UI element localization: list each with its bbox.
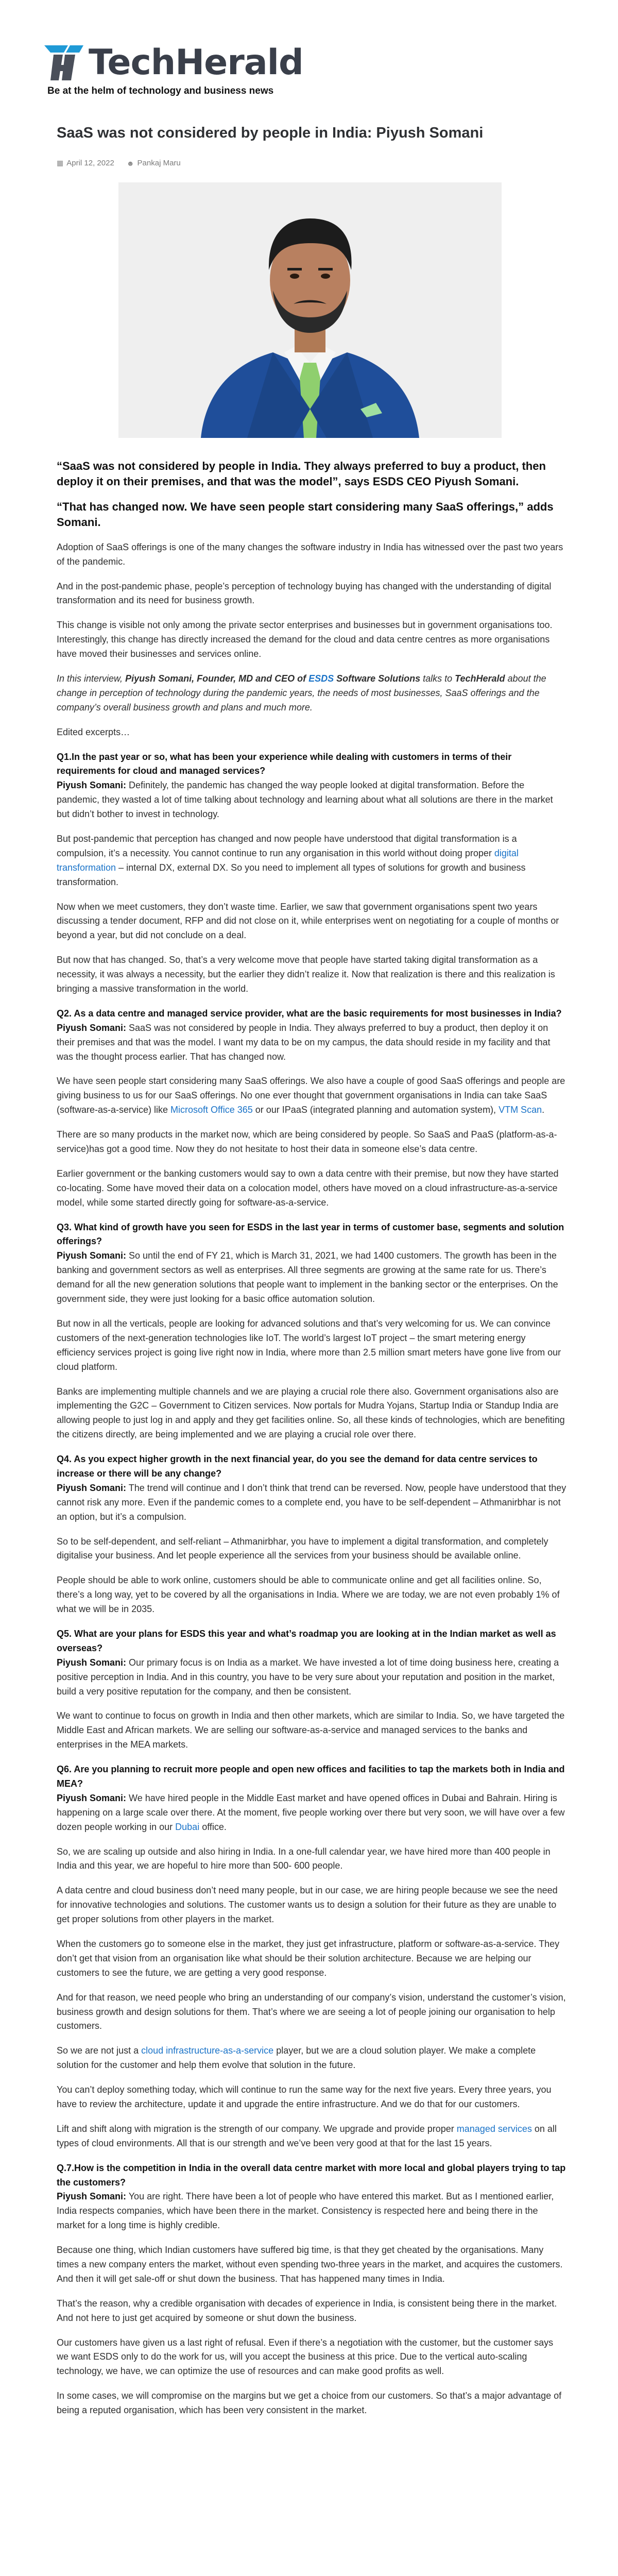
question-1: Q1.In the past year or so, what has been your experience while dealing with customers in terms of their requirements for cloud and managed services? xyxy=(57,751,512,776)
hero-image xyxy=(118,182,502,438)
paragraph: Now when we meet customers, they don’t waste time. Earlier, we saw that government organisations spent two years discussing a tender document, RFP and did not close on it, while enterprises went on negotiating for a couple of months or beyond a year, but did not conclude on a deal. xyxy=(57,901,559,941)
paragraph xyxy=(57,2044,566,2073)
question-5: Q5. What are your plans for ESDS this year and what’s roadmap you are looking at in the Indian market as well as overseas? xyxy=(57,1628,556,1653)
question-block xyxy=(57,1221,566,1307)
question-block xyxy=(57,750,566,822)
question-block xyxy=(57,1007,566,1064)
intro-text: talks to xyxy=(420,673,455,684)
answer-text: The trend will continue and I don’t think that trend can be reversed. Now, people have understood that they cannot risk any more. Even if the pandemic comes to a complete end, you have to be self-dependent – Athmanirbhar is not an option, but it’s a compulsion. xyxy=(57,1482,566,1522)
paragraph-text: player, but we are a cloud solution player. We make a complete solution for the customer and help them evolve that solution in the future. xyxy=(57,2045,536,2071)
intro-name: Piyush Somani, Founder, MD and CEO of xyxy=(125,673,309,684)
paragraph: So to be self-dependent, and self-reliant – Athmanirbhar, you have to implement a digital transformation, and completely digitalise your business. And let people experience all the services from your business should be available online. xyxy=(57,1536,548,1561)
vtm-scan-link[interactable]: VTM Scan xyxy=(499,1105,542,1115)
edited-excerpts: Edited excerpts… xyxy=(57,726,130,737)
dubai-link[interactable]: Dubai xyxy=(175,1821,200,1832)
article-author[interactable] xyxy=(127,159,181,167)
speaker-name: Piyush Somani: xyxy=(57,2191,127,2202)
paragraph: But now in all the verticals, people are looking for advanced solutions and that’s very welcoming for us. We can convince customers of the next-generation technologies like IoT. The world’s largest IoT project – the smart metering energy efficiency services project is going live right now in India, where more than 2.5 million smart meters have gone live from our cloud platform. xyxy=(57,1318,561,1372)
paragraph-text: on all types of cloud environments. All that is our strength and we’ve been very good at that for the last 15 years. xyxy=(57,2123,557,2148)
interview-intro xyxy=(57,672,566,715)
paragraph: You can’t deploy something today, which will continue to run the same way for the next five years. Every three years, you have to review the architecture, update it and upgrade the entire infrastructure. And we do that for our customers. xyxy=(57,2084,552,2110)
intro-techherald: TechHerald xyxy=(455,673,505,684)
site-logo[interactable] xyxy=(43,42,311,83)
article-meta xyxy=(57,159,181,167)
paragraph xyxy=(57,1074,566,1117)
speaker-name: Piyush Somani: xyxy=(57,780,127,791)
site-tagline: Be at the helm of technology and business news xyxy=(47,86,274,96)
paragraph: But now that has changed. So, that’s a very welcome move that people have started taking digital transformation as a necessity, it was always a necessity, but the earlier they didn’t realize it. Now that realization is there and this realization is bringing a massive transformation in the world. xyxy=(57,955,555,994)
paragraph: People should be able to work online, customers should be able to communicate online and get all facilities online. So, there’s a long way, yet to be covered by all the organisations in India. Where we are today, we are not even probably 1% of what we will be in 2035. xyxy=(57,1575,560,1615)
paragraph-text: We have seen people start considering many SaaS offerings. We also have a couple of good SaaS offerings and people are giving business to us for our SaaS offerings. No one ever thought that government organisations in India can take SaaS (software-as-a-service) like xyxy=(57,1076,565,1115)
paragraph: Our customers have given us a last right of refusal. Even if there’s a negotiation with the customer, but the customer says we want ESDS only to do the work for us, will you accept the business at this price. Due to the vertical auto-scaling technology, we have, we can optimize the use of resources and can make good profits as well. xyxy=(57,2337,554,2377)
paragraph xyxy=(57,2122,566,2151)
article-author-name[interactable]: Pankaj Maru xyxy=(137,159,181,167)
paragraph: That’s the reason, why a credible organisation with decades of experience in India, is consistent being there in the market. And not here to just get acquired by someone or shut down the business. xyxy=(57,2298,557,2323)
answer-text: You are right. There have been a lot of people who have entered this market. But as I mentioned earlier, India respects companies, which have been there in the market. Consistency is respected here and being there in the market for a long time is highly credible. xyxy=(57,2191,554,2231)
paragraph-text: So we are not just a xyxy=(57,2045,142,2056)
answer-text: Our primary focus is on India as a market. We have invested a lot of time doing business here, creating a positive perception in India. And in this country, you have to be very sure about your reputation and position in the market, build a very positive reputation for the company, and then be consistent. xyxy=(57,1657,559,1697)
paragraph: Banks are implementing multiple channels and we are playing a crucial role there also. Government organisations also are implementing the G2C – Government to Citizen services. Now portals for Mudra Yojans, Startup India or Standup India are allowing people to just log in and apply and they get facilities online. So, all these kinds of technologies, which are benefiting the citizens directly, are being implemented and we are playing a crucial role over there. xyxy=(57,1386,565,1440)
paragraph: We want to continue to focus on growth in India and then other markets, which are similar to India. So, we have targeted the Middle East and African markets. We are selling our software-as-a-service and managed services to the banks and enterprises in the MEA markets. xyxy=(57,1710,565,1750)
managed-services-link[interactable]: managed services xyxy=(456,2123,532,2134)
paragraph: So, we are scaling up outside and also hiring in India. In a one-full calendar year, we have hired more than 400 people in India and this year, we are hopeful to hire more than 500- 600 people. xyxy=(57,1846,551,1871)
paragraph-text: – internal DX, external DX. So you need to implement all types of solutions for growth and business transformation. xyxy=(57,862,526,887)
paragraph: Adoption of SaaS offerings is one of the many changes the software industry in India has witnessed over the past two years of the pandemic. xyxy=(57,541,563,567)
question-3: Q3. What kind of growth have you seen for ESDS in the last year in terms of customer base, segments and solution offerings? xyxy=(57,1222,564,1247)
answer-text: Definitely, the pandemic has changed the way people looked at digital transformation. Before the pandemic, they wasted a lot of time talking about technology and learning about what all solutions are there in the market but didn’t bother to invest in technology. xyxy=(57,780,553,820)
paragraph: Because one thing, which Indian customers have suffered big time, is that they get cheated by the organisations. Many times a new company enters the market, without even spending two-three years in the market, and acquires the customers. And then it will get sale-off or shut down the business. That has happened many times in India. xyxy=(57,2245,563,2284)
paragraph xyxy=(57,832,566,890)
esds-link[interactable]: ESDS xyxy=(308,673,334,684)
microsoft-office-link[interactable]: Microsoft Office 365 xyxy=(170,1105,253,1115)
article-title: SaaS was not considered by people in India: Piyush Somani xyxy=(57,125,484,141)
question-6: Q6. Are you planning to recruit more people and open new offices and facilities to tap the markets both in India and MEA? xyxy=(57,1764,565,1789)
cloud-iaas-link[interactable]: cloud infrastructure-as-a-service xyxy=(141,2045,274,2056)
paragraph: And for that reason, we need people who bring an understanding of our company’s vision, understand the customer’s vision, business growth and design solutions for them. That’s where we are seeing a lot of people joining our organisation to help customers. xyxy=(57,1992,566,2031)
paragraph-text: . xyxy=(542,1105,545,1115)
article-body xyxy=(57,459,566,2428)
intro-text: about the change in perception of technology during the pandemic years, the needs of most businesses, SaaS offerings and the company’s overall business growth and plans and much more. xyxy=(57,673,546,713)
question-4: Q4. As you expect higher growth in the next financial year, do you see the demand for data centre services to increase or there will be any change? xyxy=(57,1454,538,1479)
paragraph: Earlier government or the banking customers would say to own a data centre with their premise, but now they have started co-locating. Some have moved their data on a colocation model, others have moved on a cloud infrastructure-as-a-service model, while some started directly going for software-as-a-service. xyxy=(57,1168,559,1208)
paragraph-text: Lift and shift along with migration is the strength of our company. We upgrade and provide proper xyxy=(57,2123,457,2134)
paragraph: This change is visible not only among the private sector enterprises and businesses but in government organisations too. Interestingly, this change has directly increased the demand for the cloud and data centre centres as more organisations have moved their businesses and services online. xyxy=(57,620,553,659)
answer-text: SaaS was not considered by people in India. They always preferred to buy a product, then deploy it on their premises and that was the model. I want my data to be on my campus, the data should reside in my facility and that was the thought process earlier. That has changed now. xyxy=(57,1022,551,1062)
paragraph: In some cases, we will compromise on the margins but we get a choice from our customers. So that’s a major advantage of being a reputed organisation, which has been very consistent in the market. xyxy=(57,2391,562,2416)
intro-text: In this interview, xyxy=(57,673,126,684)
intro-company: Software Solutions xyxy=(334,673,421,684)
digital-transformation-link[interactable]: digital transformation xyxy=(57,848,519,873)
paragraph: A data centre and cloud business don’t need many people, but in our case, we are hiring people because we see the need for innovative technologies and solutions. The customer wants us to design a solution for their future as they are unable to get proper solutions from other players in the market. xyxy=(57,1885,558,1925)
lead-quote-2: “That has changed now. We have seen people start considering many SaaS offerings,” adds Somani. xyxy=(57,500,554,529)
question-block xyxy=(57,1762,566,1834)
question-7: Q.7.How is the competition in India in the overall data centre market with more local and global players trying to tap the customers? xyxy=(57,2162,566,2188)
answer-text: So until the end of FY 21, which is March 31, 2021, we had 1400 customers. The growth has been in the banking and government sectors as well as enterprises. All three segments are growing at the same rate for us. There’s demand for all the new generation solutions that people want to implement in the banking sector or the enterprises. On the government side, they were just looking for a basic office automation solution. xyxy=(57,1250,558,1304)
speaker-name: Piyush Somani: xyxy=(57,1792,127,1803)
paragraph-text: But post-pandemic that perception has changed and now people have understood that digital transformation is a compulsion, it’s a necessity. You cannot continue to run any organisation in this world without doing proper xyxy=(57,834,517,858)
paragraph-text: or our IPaaS (integrated planning and automation system), xyxy=(252,1105,499,1115)
speaker-name: Piyush Somani: xyxy=(57,1250,127,1261)
techherald-logo-icon xyxy=(43,42,84,83)
article-date-text: April 12, 2022 xyxy=(66,159,114,167)
site-header xyxy=(43,42,311,104)
answer-text: office. xyxy=(199,1821,227,1832)
paragraph: When the customers go to someone else in the market, they just get infrastructure, platform or software-as-a-service. They don’t get that vision from an organisation like what should be their solution architecture. Because we are helping our customers to see the future, we are getting a very good response. xyxy=(57,1939,560,1978)
question-block xyxy=(57,2161,566,2233)
lead-quote: “SaaS was not considered by people in India. They always preferred to buy a product, then deploy it on their premises, and that was the model”, says ESDS CEO Piyush Somani. xyxy=(57,460,546,488)
speaker-name: Piyush Somani: xyxy=(57,1657,127,1668)
answer-text: We have hired people in the Middle East market and have opened offices in Dubai and Bahrain. Hiring is happening on a large scale over there. At the moment, five people working over there but very soon, we will have over a few dozen people working in our xyxy=(57,1792,565,1832)
question-2: Q2. As a data centre and managed service provider, what are the basic requirements for most businesses in India? xyxy=(57,1008,562,1019)
question-block xyxy=(57,1627,566,1699)
article-date xyxy=(57,159,114,167)
question-block xyxy=(57,1452,566,1524)
paragraph: There are so many products in the market now, which are being considered by people. So SaaS and PaaS (platform-as-a-service)has got a good time. Now they do not hesitate to host their data in someone else’s data centre. xyxy=(57,1129,557,1155)
calendar-icon: ▦ xyxy=(57,159,64,167)
speaker-name: Piyush Somani: xyxy=(57,1022,127,1033)
speaker-name: Piyush Somani: xyxy=(57,1482,127,1493)
portrait-illustration xyxy=(118,182,502,438)
site-name: TechHerald xyxy=(89,42,303,83)
paragraph: And in the post-pandemic phase, people’s perception of technology buying has changed with the understanding of digital transformation and its need for business growth. xyxy=(57,581,552,606)
user-icon: ☻ xyxy=(126,159,134,167)
